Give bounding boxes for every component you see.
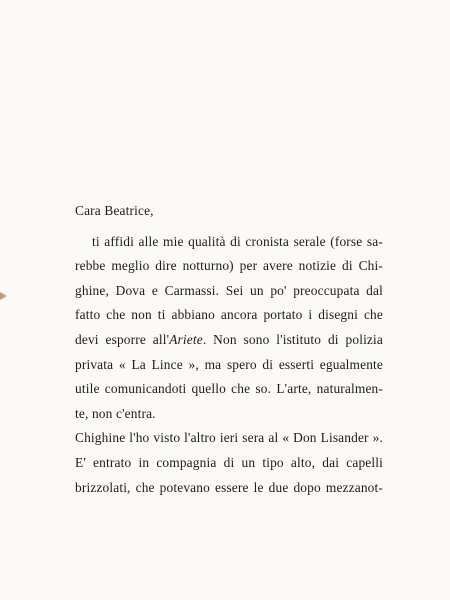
page-edge-marker [0,292,7,300]
letter-body [75,199,383,500]
paragraph-2-line-2: E' entrato in compagnia di un tipo alto, dai capelli [75,454,383,470]
paragraph-2-line-1: Chighine l'ho visto l'altro ieri sera al « Don Lisander ». [75,430,383,446]
gallery-name-ariete: Ariete [169,331,203,347]
paragraph-1-line-7: utile comunicandoti quello che so. L'arte, naturalmen- [75,381,383,397]
paragraph-1-line-1: ti affidi alle mie qualità di cronista serale (forse sa- [92,233,383,249]
paragraph-1-line-3: ghine, Dova e Carmassi. Sei un po' preoccupata dal [75,282,383,298]
letter-greeting: Cara Beatrice, [75,203,154,218]
paragraph-1-line-8: te, non c'entra. [75,405,156,421]
paragraph-1-line-6: privata « La Lince », ma spero di esserti egualmente [75,356,383,372]
paragraph-2-line-3: brizzolati, che potevano essere le due dopo mezzanot- [75,479,383,495]
paragraph-1-line-4: fatto che non ti abbiano ancora portato i disegni che [75,307,383,323]
line-5-text-end: . Non sono l'istituto di polizia [202,331,383,347]
line-5-text-start: devi esporre all' [75,331,170,347]
paragraph-1-line-5 [75,328,383,353]
paragraph-1-line-2: rebbe meglio dire notturno) per avere notizie di Chi- [75,258,383,274]
